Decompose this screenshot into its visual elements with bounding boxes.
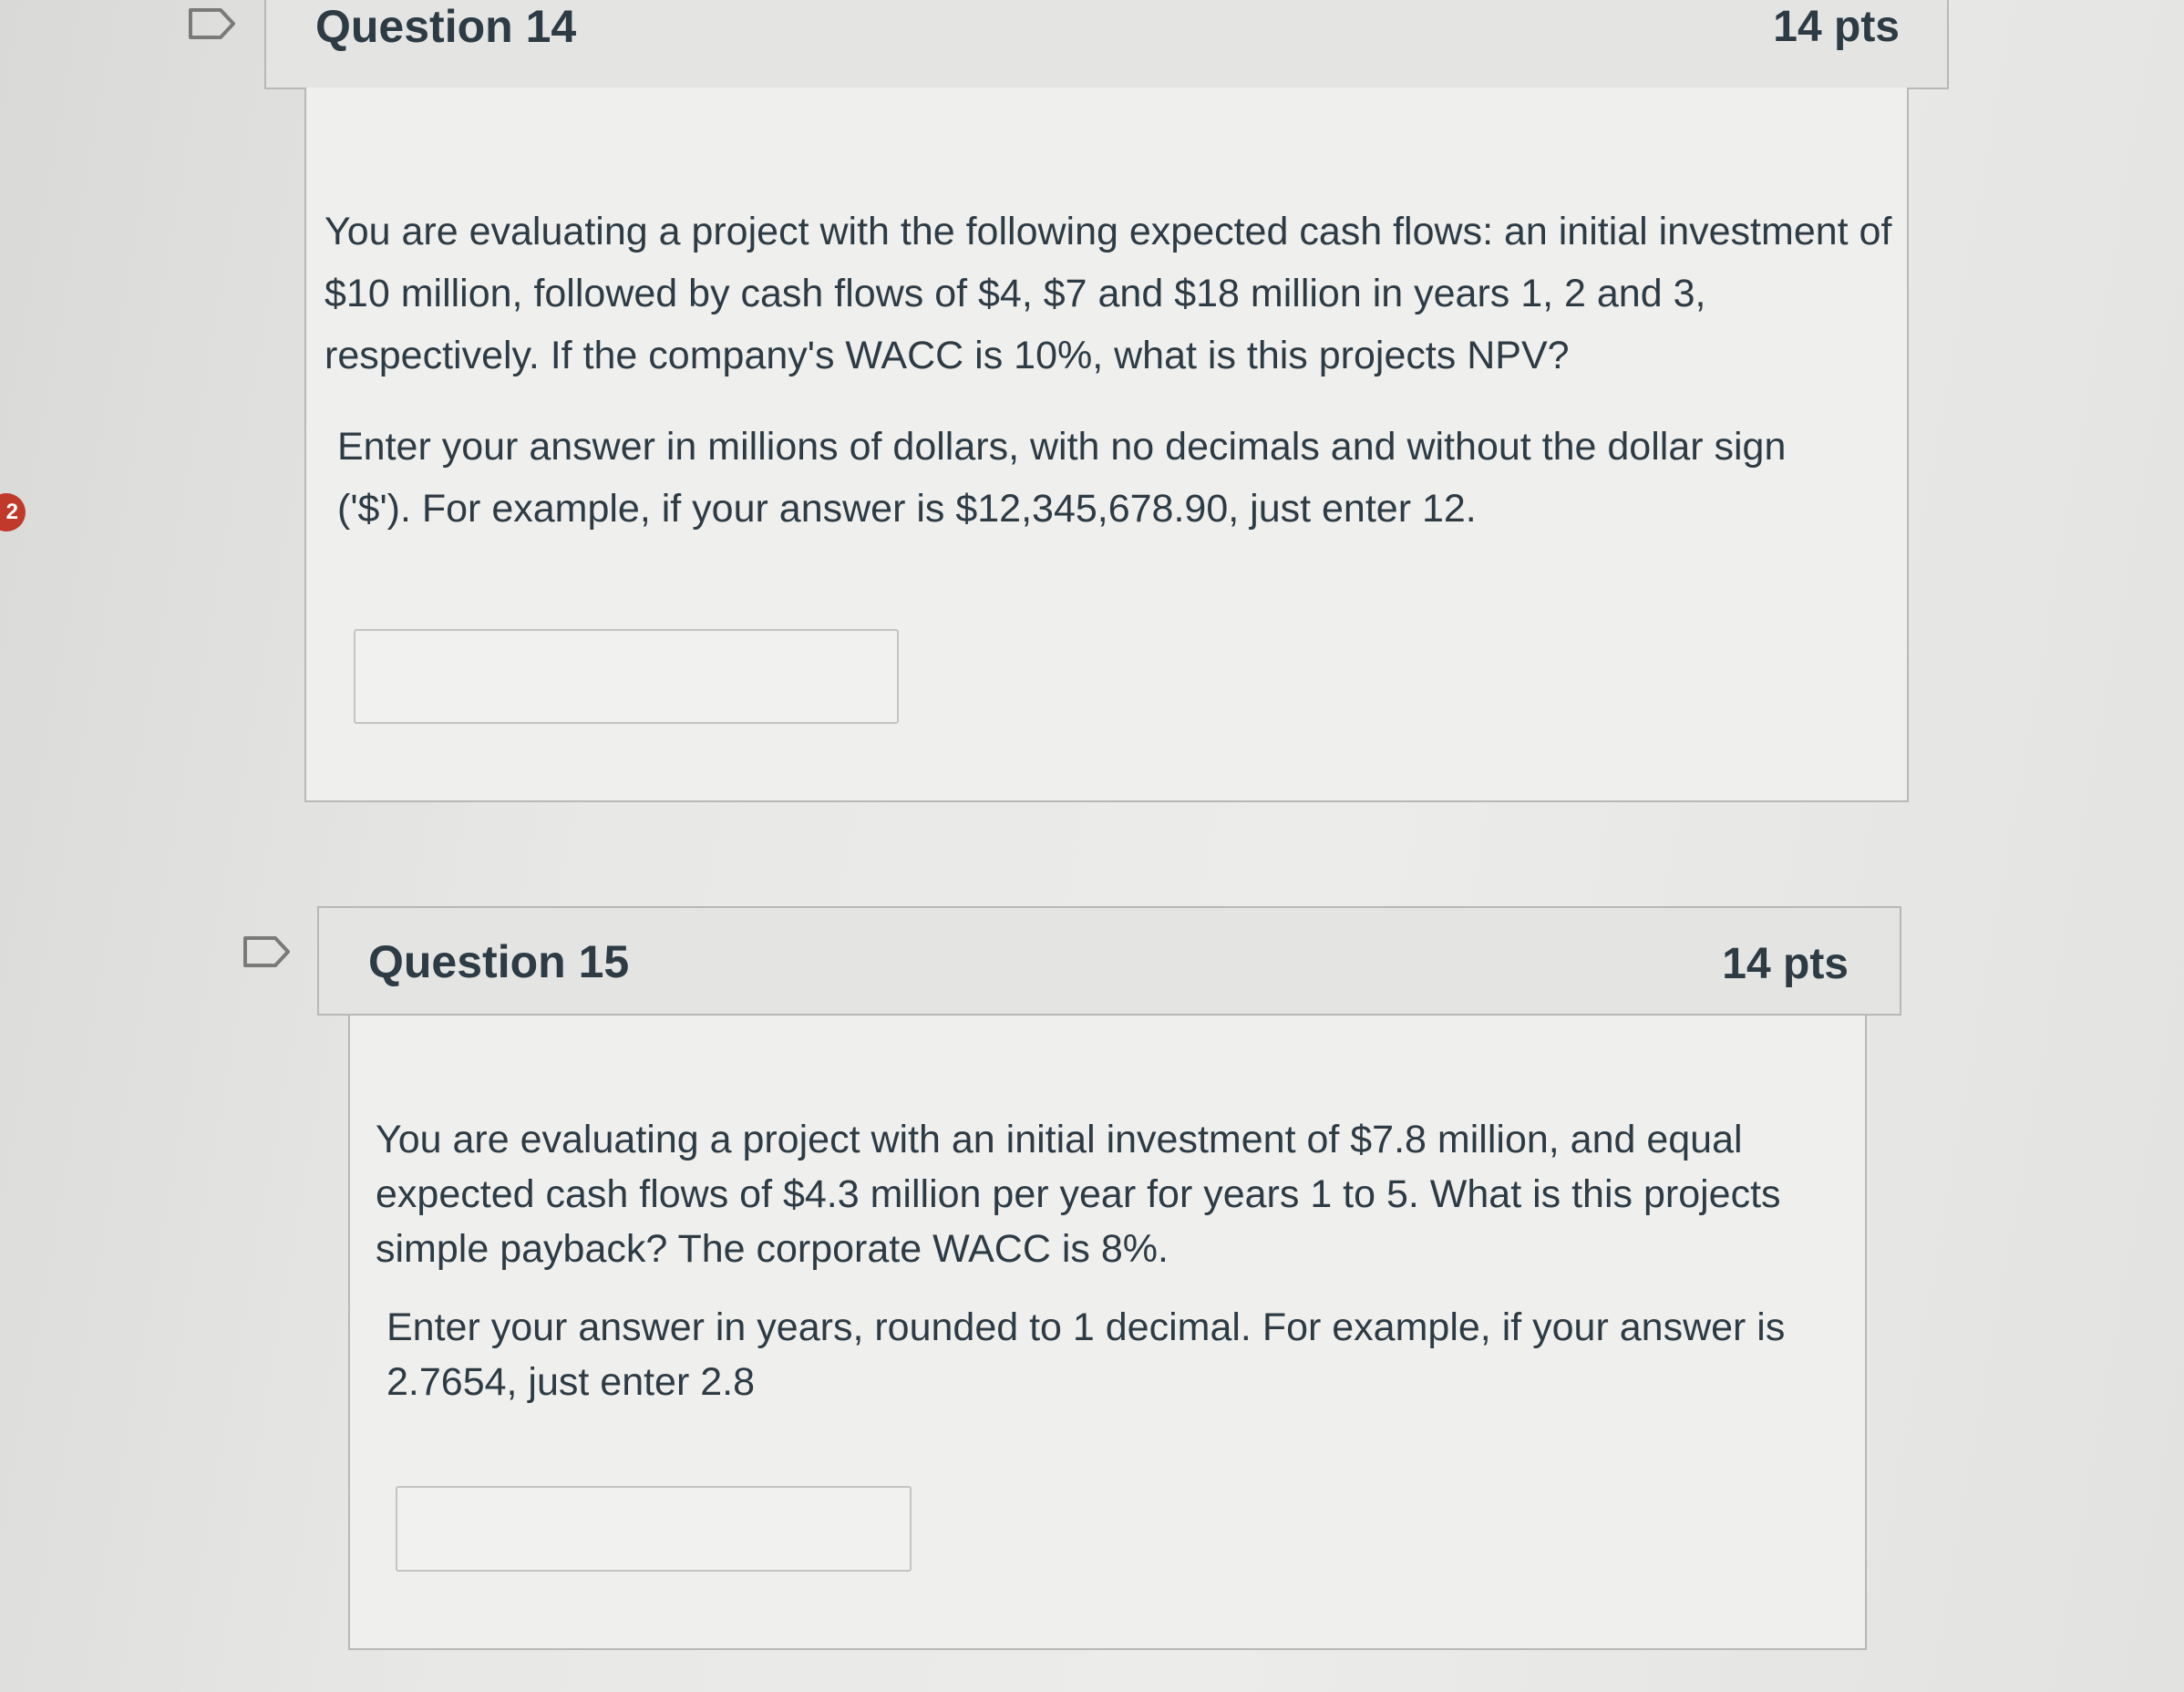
question-14-prompt: You are evaluating a project with the following expected cash flows: an initial investment of $10 million, followed by cash flows of $4, $7 and $18 million in years 1, 2 and 3, respectively. If the company's WACC is 10%, what is this projects NPV? bbox=[325, 210, 1892, 377]
flag-question-15-icon[interactable] bbox=[242, 935, 292, 968]
question-15-instructions: Enter your answer in years, rounded to 1 decimal. For example, if your answer is 2.7654, just enter 2.8 bbox=[386, 1305, 1786, 1404]
question-14-points: 14 pts bbox=[1773, 3, 1900, 51]
question-15-title: Question 15 bbox=[368, 936, 630, 987]
question-14-title: Question 14 bbox=[315, 1, 577, 52]
question-14-answer-input[interactable] bbox=[354, 629, 899, 724]
question-14-instructions: Enter your answer in millions of dollars, with no decimals and without the dollar sign ('$'). For example, if your answer is $12,345,678.90, just enter 12. bbox=[337, 425, 1787, 531]
question-15-answer-input[interactable] bbox=[396, 1486, 912, 1572]
question-15-header bbox=[317, 906, 1901, 1016]
question-15-body bbox=[348, 1016, 1867, 1650]
flag-question-14-icon[interactable] bbox=[188, 7, 237, 40]
question-nav-badge[interactable]: 2 bbox=[0, 493, 26, 531]
question-15-prompt: You are evaluating a project with an initial investment of $7.8 million, and equal expected cash flows of $4.3 million per year for years 1 to 5. What is this projects simple payback? The corporate WACC is 8%. bbox=[376, 1118, 1781, 1271]
question-14-header bbox=[264, 0, 1949, 89]
question-15-points: 14 pts bbox=[1722, 940, 1849, 988]
question-14-body bbox=[304, 88, 1909, 802]
